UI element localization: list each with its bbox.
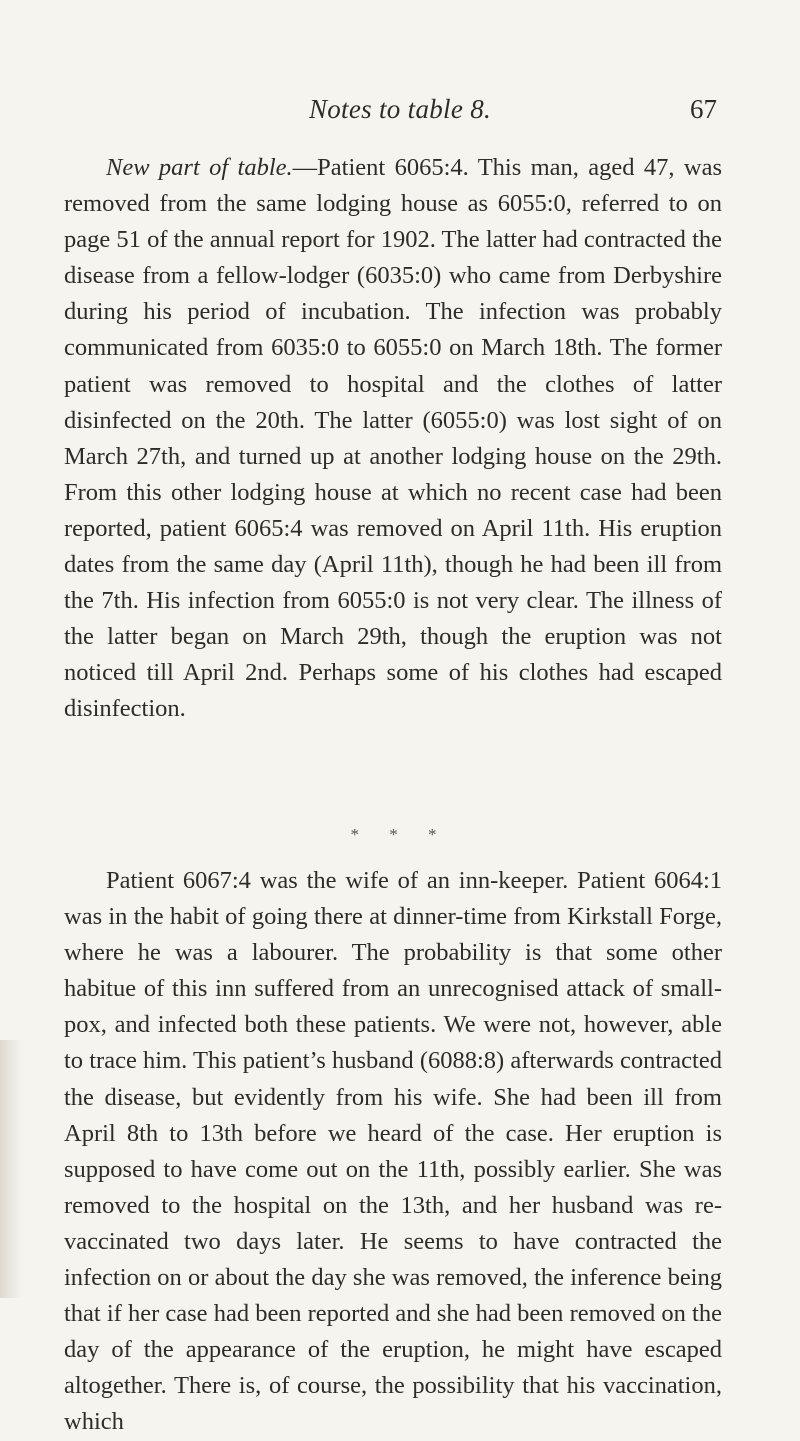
section-separator: * * * <box>350 825 450 844</box>
scan-edge-shadow <box>0 1040 22 1298</box>
paragraph-body: Patient 6067:4 was the wife of an inn-keeper. Patient 6064:1 was in the habit of going there at dinner-time from Kirkstall Forge, where he was a labourer. The probability is that some other habitue of this inn suffered from an unrecognised attack of small-pox, and infected both these patients. We were not, however, able to trace him. This patient’s husband (6088:8) afterwards contracted the disease, but evidently from his wife. She had been ill from April 8th to 13th before we heard of the case. Her eruption is supposed to have come out on the 11th, possibly earlier. She was removed to the hospital on the 13th, and her husband was re-vaccinated two days later. He seems to have contracted the infection on or about the day she was removed, the inference being that if her case had been reported and she had been removed on the day of the appearance of the eruption, he might have escaped altogether. There is, of course, the possibility that his vaccination, which <box>64 867 722 1436</box>
em-dash: — <box>292 154 318 181</box>
paragraph-body: Patient 6065:4. This man, aged 47, was removed from the same lodging house as 6055:0, referred to on page 51 of the annual report for 1902. The latter had contracted the disease from a fellow-lodger (6035:0) who came from Derbyshire during his period of incubation. The infection was probably communicated from 6035:0 to 6055:0 on March 18th. The former patient was removed to hospital and the clothes of latter disinfected on the 20th. The latter (6055:0) was lost sight of on March 27th, and turned up at another lodging house on the 29th. From this other lodging house at which no recent case had been reported, patient 6065:4 was removed on April 11th. His eruption dates from the same day (April 11th), though he had been ill from the 7th. His infection from 6055:0 is not very clear. The illness of the latter began on March 29th, though the eruption was not noticed till April 2nd. Perhaps some of his clothes had escaped disinfection. <box>64 154 722 723</box>
running-head <box>0 94 800 124</box>
paragraph-inn-keeper <box>64 863 722 1441</box>
page-number: 67 <box>690 94 717 124</box>
paragraph-lead-italic: New part of table. <box>106 154 293 181</box>
running-title: Notes to table 8. <box>308 94 492 124</box>
paragraph-new-part <box>64 150 722 728</box>
